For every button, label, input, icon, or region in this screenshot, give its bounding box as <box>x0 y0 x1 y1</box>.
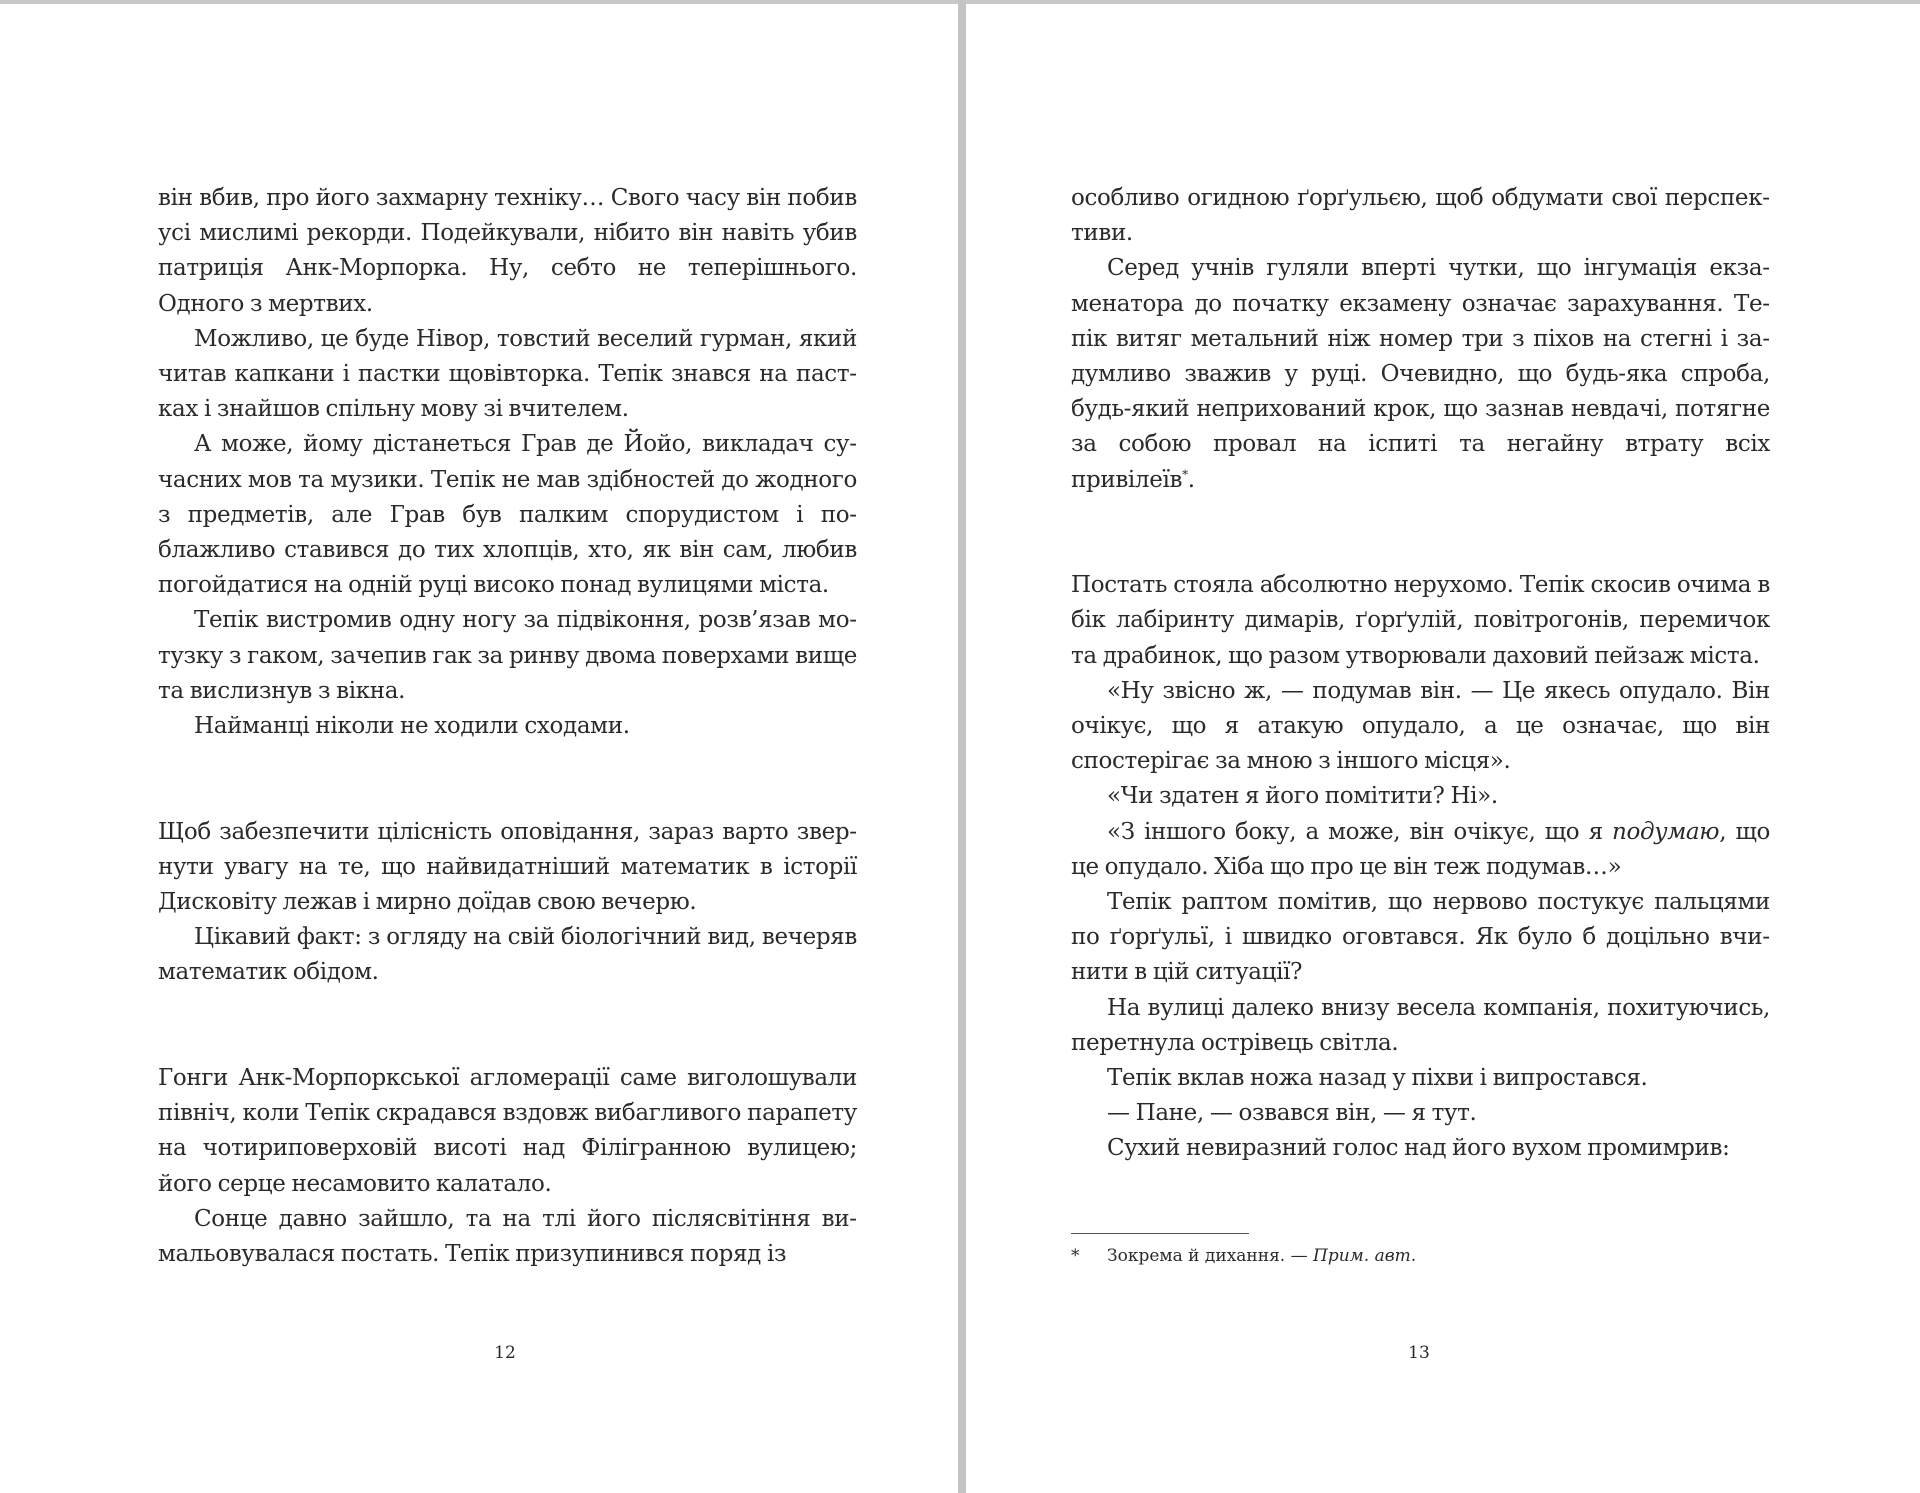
paragraph: «Ну звісно ж, — подумав він. — Це якесь опудало. Він очікує, що я атакую опудало, а це означає, що він спостерігає за мною з іншого місця». <box>1071 677 1770 775</box>
paragraph: Сухий невиразний голос над його вухом промимрив: <box>1107 1135 1730 1162</box>
paragraph-text: Серед учнів гуляли вперті чутки, що інгумація екзаменатора до початку екзамену означає зарахування. Тепік витяг метальний ніж номер три з піхов на стегні і задумливо зважив у руці. Очевидно, що будь-яка спроба, будь-який неприхований крок, що зазнав невдачі, потягне за собою провал на іспиті та негайну втрату всіх привілеїв <box>1071 255 1770 493</box>
paragraph: Найманці ніколи не ходили сходами. <box>194 713 630 740</box>
paragraph: він вбив, про його захмарну техніку… Свого часу він побив усі мислимі рекорди. Подейкували, нібито він навіть убив патриція Анк-Морпорка. Ну, себто не теперішнього. Одного з мертвих. <box>158 185 857 317</box>
paragraph: Можливо, це буде Нівор, товстий веселий гурман, який читав капкани і пастки щовівторка. Тепік знався на пастках і знайшов спільну мову зі вчителем. <box>158 325 857 423</box>
footnote-mark: * <box>1071 1246 1080 1266</box>
page-number: 13 <box>1408 1343 1430 1363</box>
paragraph: Тепік вистромив одну ногу за підвіконня, розв’язав мотузку з гаком, зачепив гак за ринву двома поверхами вище та вислизнув з вікна. <box>158 607 857 704</box>
paragraph: На вулиці далеко внизу весела компанія, похитуючись, перетнула острівець світла. <box>1071 994 1770 1056</box>
paragraph: Постать стояла абсолютно нерухомо. Тепік скосив очима в бік лабіринту димарів, ґорґулій, повітрогонів, перемичок та драбинок, що разом утворювали даховий пейзаж міста. <box>1071 572 1770 669</box>
paragraph-text-end: . <box>1187 466 1195 493</box>
paragraph: — Пане, — озвався він, — я тут. <box>1107 1100 1477 1127</box>
paragraph: Цікавий факт: з огляду на свій біологічний вид, вечеряв математик обідом. <box>158 924 857 986</box>
paragraph: Сонце давно зайшло, та на тлі його післясвітіння вимальовувалася постать. Тепік призупинився поряд із <box>158 1205 857 1268</box>
left-page-text <box>158 181 857 1272</box>
emphasis: подумаю <box>1612 818 1720 845</box>
paragraph: «Чи здатен я його помітити? Ні». <box>1107 783 1498 810</box>
book-gutter <box>958 0 966 1493</box>
section-break <box>1071 498 1770 568</box>
section-break <box>158 991 857 1061</box>
paragraph: А може, йому дістанеться Грав де Йойо, викладач сучасних мов та музики. Тепік не мав здібностей до жодного з предметів, але Грав був палким спорудистом і поблажливо ставився до тих хлопців, хто, як він сам, любив погойдатися на одній руці високо понад вулицями міста. <box>158 431 857 599</box>
paragraph <box>1071 251 1770 497</box>
paragraph-text-end: , що це опудало. Хіба що про це він теж подумав…» <box>1071 818 1770 880</box>
section-break <box>158 744 857 814</box>
footnote-reference[interactable]: * <box>1182 466 1188 481</box>
right-page <box>966 4 1920 1493</box>
paragraph: Тепік вклав ножа назад у піхви і випростався. <box>1107 1065 1648 1092</box>
paragraph: Тепік раптом помітив, що нервово постукує пальцями по ґорґульї, і швидко оговтався. Як було б доцільно вчинити в цій ситуації? <box>1071 889 1770 986</box>
footnote <box>1071 1244 1770 1268</box>
right-page-text <box>1071 181 1770 1167</box>
paragraph-text: «З іншого боку, а може, він очікує, що я <box>1107 818 1613 845</box>
paragraph: особливо огидною ґорґульєю, щоб обдумати свої перспективи. <box>1071 185 1770 247</box>
paragraph <box>1071 815 1770 885</box>
left-page <box>0 4 958 1493</box>
footnote-text: Зокрема й дихання. — <box>1107 1246 1314 1266</box>
footnote-rule <box>1071 1233 1249 1234</box>
footnote-emphasis: Прим. авт. <box>1313 1246 1417 1266</box>
page-number: 12 <box>494 1343 516 1363</box>
paragraph: Гонги Анк-Морпоркської агломерації саме виголошували північ, коли Тепік скрадався вздовж вибагливого парапету на чотириповерховій висоті над Філігранною вулицею; його серце несамовито калатало. <box>158 1065 857 1197</box>
paragraph: Щоб забезпечити цілісність оповідання, зараз варто звернути увагу на те, що найвидатніший математик в історії Дисковіту лежав і мирно доїдав свою вечерю. <box>158 818 857 916</box>
